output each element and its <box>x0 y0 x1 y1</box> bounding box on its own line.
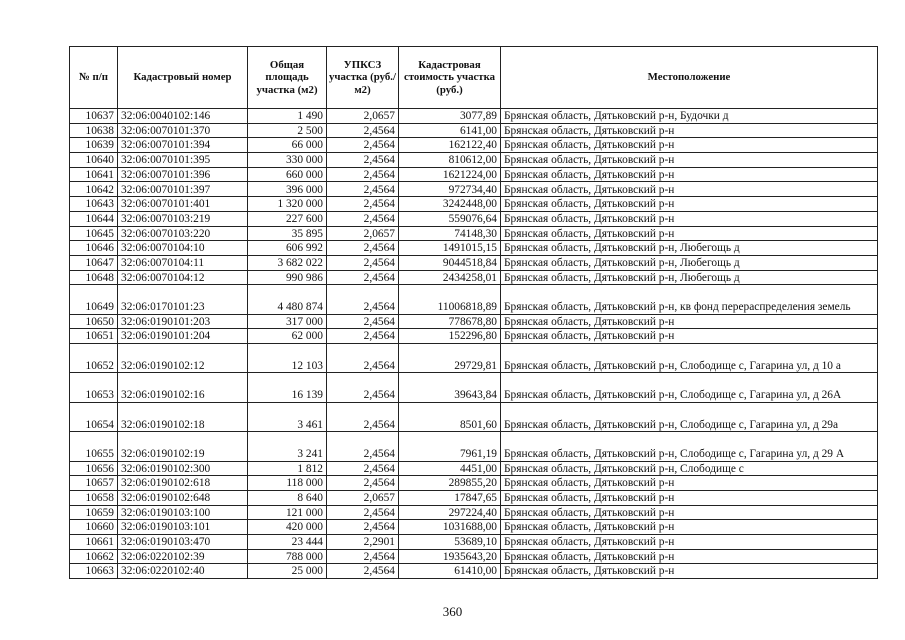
rate-value: 2,4564 <box>327 153 399 168</box>
rate-value: 2,4564 <box>327 270 399 285</box>
area-value: 606 992 <box>248 241 327 256</box>
rate-value: 2,4564 <box>327 182 399 197</box>
row-number: 10659 <box>70 505 118 520</box>
area-value: 35 895 <box>248 226 327 241</box>
area-value: 62 000 <box>248 329 327 344</box>
table-row <box>70 241 878 256</box>
area-value: 3 461 <box>248 402 327 431</box>
rate-value: 2,4564 <box>327 520 399 535</box>
row-number: 10649 <box>70 285 118 314</box>
row-number: 10661 <box>70 535 118 550</box>
rate-value: 2,4564 <box>327 211 399 226</box>
area-value: 227 600 <box>248 211 327 226</box>
cadastral-number: 32:06:0070104:12 <box>118 270 248 285</box>
cadastral-cost: 4451,00 <box>399 461 501 476</box>
cadastral-number: 32:06:0070101:394 <box>118 138 248 153</box>
row-number: 10651 <box>70 329 118 344</box>
rate-value: 2,4564 <box>327 402 399 431</box>
table-header-row <box>70 47 878 109</box>
rate-value: 2,4564 <box>327 549 399 564</box>
table-row <box>70 197 878 212</box>
cadastral-cost: 1031688,00 <box>399 520 501 535</box>
row-number: 10650 <box>70 314 118 329</box>
table-row <box>70 373 878 402</box>
location-text: Брянская область, Дятьковский р-н <box>501 476 878 491</box>
cadastral-cost: 6141,00 <box>399 123 501 138</box>
area-value: 66 000 <box>248 138 327 153</box>
cadastral-cost: 7961,19 <box>399 432 501 461</box>
area-value: 25 000 <box>248 564 327 579</box>
table-row <box>70 182 878 197</box>
table-row <box>70 109 878 124</box>
cadastral-cost: 289855,20 <box>399 476 501 491</box>
table-row <box>70 329 878 344</box>
area-value: 990 986 <box>248 270 327 285</box>
cadastral-cost: 11006818,89 <box>399 285 501 314</box>
area-value: 121 000 <box>248 505 327 520</box>
row-number: 10646 <box>70 241 118 256</box>
location-text: Брянская область, Дятьковский р-н <box>501 520 878 535</box>
rate-value: 2,4564 <box>327 476 399 491</box>
row-number: 10660 <box>70 520 118 535</box>
cadastral-cost: 2434258,01 <box>399 270 501 285</box>
cadastral-cost: 9044518,84 <box>399 255 501 270</box>
cadastral-number: 32:06:0070101:401 <box>118 197 248 212</box>
table-row <box>70 535 878 550</box>
table-row <box>70 549 878 564</box>
cadastral-cost: 39643,84 <box>399 373 501 402</box>
cadastral-cost: 778678,80 <box>399 314 501 329</box>
location-text: Брянская область, Дятьковский р-н, Слободище с, Гагарина ул, д 10 а <box>501 344 878 373</box>
row-number: 10644 <box>70 211 118 226</box>
rate-value: 2,4564 <box>327 197 399 212</box>
cadastral-cost: 810612,00 <box>399 153 501 168</box>
cadastral-cost: 74148,30 <box>399 226 501 241</box>
rate-value: 2,4564 <box>327 255 399 270</box>
location-text: Брянская область, Дятьковский р-н, Любегощь д <box>501 241 878 256</box>
header-cadastral-number: Кадастровый номер <box>118 47 248 109</box>
cadastral-number: 32:06:0070104:11 <box>118 255 248 270</box>
area-value: 3 682 022 <box>248 255 327 270</box>
area-value: 1 490 <box>248 109 327 124</box>
area-value: 420 000 <box>248 520 327 535</box>
rate-value: 2,4564 <box>327 564 399 579</box>
cadastral-number: 32:06:0190101:204 <box>118 329 248 344</box>
row-number: 10641 <box>70 167 118 182</box>
cadastral-number: 32:06:0190102:648 <box>118 490 248 505</box>
cadastral-number: 32:06:0070101:397 <box>118 182 248 197</box>
header-num: № п/п <box>70 47 118 109</box>
cadastral-number: 32:06:0070103:220 <box>118 226 248 241</box>
rate-value: 2,4564 <box>327 461 399 476</box>
location-text: Брянская область, Дятьковский р-н <box>501 314 878 329</box>
area-value: 317 000 <box>248 314 327 329</box>
cadastral-cost: 17847,65 <box>399 490 501 505</box>
cadastral-number: 32:06:0190102:618 <box>118 476 248 491</box>
page-number: 360 <box>442 604 463 619</box>
rate-value: 2,4564 <box>327 344 399 373</box>
header-rate: УПКСЗ участка (руб./м2) <box>327 47 399 109</box>
location-text: Брянская область, Дятьковский р-н, Слободище с, Гагарина ул, д 26А <box>501 373 878 402</box>
row-number: 10639 <box>70 138 118 153</box>
rate-value: 2,4564 <box>327 241 399 256</box>
row-number: 10637 <box>70 109 118 124</box>
cadastral-number: 32:06:0220102:39 <box>118 549 248 564</box>
cadastral-cost: 3242448,00 <box>399 197 501 212</box>
cadastral-number: 32:06:0070103:219 <box>118 211 248 226</box>
location-text: Брянская область, Дятьковский р-н <box>501 123 878 138</box>
header-cadastral-cost: Кадастровая стоимость участка (руб.) <box>399 47 501 109</box>
area-value: 3 241 <box>248 432 327 461</box>
row-number: 10652 <box>70 344 118 373</box>
table-row <box>70 153 878 168</box>
row-number: 10653 <box>70 373 118 402</box>
area-value: 2 500 <box>248 123 327 138</box>
rate-value: 2,2901 <box>327 535 399 550</box>
header-location: Местоположение <box>501 47 878 109</box>
table-row <box>70 211 878 226</box>
table-row <box>70 476 878 491</box>
row-number: 10656 <box>70 461 118 476</box>
location-text: Брянская область, Дятьковский р-н <box>501 329 878 344</box>
area-value: 118 000 <box>248 476 327 491</box>
rate-value: 2,4564 <box>327 432 399 461</box>
cadastral-number: 32:06:0190102:18 <box>118 402 248 431</box>
row-number: 10645 <box>70 226 118 241</box>
table-row <box>70 314 878 329</box>
row-number: 10662 <box>70 549 118 564</box>
table-row <box>70 167 878 182</box>
area-value: 4 480 874 <box>248 285 327 314</box>
cadastral-cost: 8501,60 <box>399 402 501 431</box>
area-value: 1 320 000 <box>248 197 327 212</box>
cadastral-number: 32:06:0190102:19 <box>118 432 248 461</box>
area-value: 16 139 <box>248 373 327 402</box>
cadastral-cost: 61410,00 <box>399 564 501 579</box>
cadastral-cost: 162122,40 <box>399 138 501 153</box>
cadastral-cost: 29729,81 <box>399 344 501 373</box>
rate-value: 2,4564 <box>327 505 399 520</box>
row-number: 10643 <box>70 197 118 212</box>
cadastral-cost: 297224,40 <box>399 505 501 520</box>
row-number: 10654 <box>70 402 118 431</box>
cadastral-number: 32:06:0070101:370 <box>118 123 248 138</box>
area-value: 12 103 <box>248 344 327 373</box>
table-row <box>70 520 878 535</box>
location-text: Брянская область, Дятьковский р-н <box>501 549 878 564</box>
rate-value: 2,4564 <box>327 314 399 329</box>
location-text: Брянская область, Дятьковский р-н <box>501 197 878 212</box>
cadastral-cost: 1935643,20 <box>399 549 501 564</box>
row-number: 10647 <box>70 255 118 270</box>
location-text: Брянская область, Дятьковский р-н, Слободище с, Гагарина ул, д 29 А <box>501 432 878 461</box>
location-text: Брянская область, Дятьковский р-н <box>501 153 878 168</box>
area-value: 396 000 <box>248 182 327 197</box>
cadastral-number: 32:06:0190102:12 <box>118 344 248 373</box>
location-text: Брянская область, Дятьковский р-н <box>501 226 878 241</box>
row-number: 10638 <box>70 123 118 138</box>
header-area: Общая площадь участка (м2) <box>248 47 327 109</box>
area-value: 788 000 <box>248 549 327 564</box>
cadastral-number: 32:06:0190103:100 <box>118 505 248 520</box>
location-text: Брянская область, Дятьковский р-н, Слободище с, Гагарина ул, д 29а <box>501 402 878 431</box>
row-number: 10657 <box>70 476 118 491</box>
cadastral-number: 32:06:0190102:16 <box>118 373 248 402</box>
rate-value: 2,4564 <box>327 138 399 153</box>
area-value: 660 000 <box>248 167 327 182</box>
location-text: Брянская область, Дятьковский р-н <box>501 211 878 226</box>
area-value: 1 812 <box>248 461 327 476</box>
cadastral-value-table <box>69 46 878 579</box>
cadastral-number: 32:06:0190101:203 <box>118 314 248 329</box>
table-row <box>70 505 878 520</box>
cadastral-cost: 1491015,15 <box>399 241 501 256</box>
cadastral-number: 32:06:0070104:10 <box>118 241 248 256</box>
row-number: 10648 <box>70 270 118 285</box>
rate-value: 2,0657 <box>327 490 399 505</box>
row-number: 10663 <box>70 564 118 579</box>
rate-value: 2,0657 <box>327 226 399 241</box>
table-row <box>70 226 878 241</box>
cadastral-cost: 559076,64 <box>399 211 501 226</box>
location-text: Брянская область, Дятьковский р-н, Будочки д <box>501 109 878 124</box>
row-number: 10658 <box>70 490 118 505</box>
location-text: Брянская область, Дятьковский р-н, Любегощь д <box>501 270 878 285</box>
location-text: Брянская область, Дятьковский р-н, Слободище с <box>501 461 878 476</box>
cadastral-cost: 972734,40 <box>399 182 501 197</box>
rate-value: 2,4564 <box>327 329 399 344</box>
table-row <box>70 285 878 314</box>
cadastral-cost: 53689,10 <box>399 535 501 550</box>
rate-value: 2,4564 <box>327 373 399 402</box>
table-row <box>70 344 878 373</box>
cadastral-number: 32:06:0070101:396 <box>118 167 248 182</box>
cadastral-number: 32:06:0220102:40 <box>118 564 248 579</box>
location-text: Брянская область, Дятьковский р-н <box>501 505 878 520</box>
table-row <box>70 461 878 476</box>
table-row <box>70 490 878 505</box>
table-row <box>70 270 878 285</box>
table-row <box>70 138 878 153</box>
location-text: Брянская область, Дятьковский р-н <box>501 535 878 550</box>
area-value: 330 000 <box>248 153 327 168</box>
location-text: Брянская область, Дятьковский р-н <box>501 564 878 579</box>
table-row <box>70 123 878 138</box>
cadastral-number: 32:06:0190103:470 <box>118 535 248 550</box>
rate-value: 2,0657 <box>327 109 399 124</box>
location-text: Брянская область, Дятьковский р-н <box>501 167 878 182</box>
area-value: 23 444 <box>248 535 327 550</box>
row-number: 10642 <box>70 182 118 197</box>
cadastral-cost: 3077,89 <box>399 109 501 124</box>
row-number: 10655 <box>70 432 118 461</box>
table-row <box>70 402 878 431</box>
cadastral-number: 32:06:0190102:300 <box>118 461 248 476</box>
location-text: Брянская область, Дятьковский р-н, кв фонд перераспределения земель <box>501 285 878 314</box>
location-text: Брянская область, Дятьковский р-н <box>501 490 878 505</box>
cadastral-number: 32:06:0170101:23 <box>118 285 248 314</box>
rate-value: 2,4564 <box>327 167 399 182</box>
cadastral-cost: 152296,80 <box>399 329 501 344</box>
table-row <box>70 255 878 270</box>
cadastral-number: 32:06:0190103:101 <box>118 520 248 535</box>
rate-value: 2,4564 <box>327 123 399 138</box>
cadastral-cost: 1621224,00 <box>399 167 501 182</box>
cadastral-number: 32:06:0040102:146 <box>118 109 248 124</box>
cadastral-number: 32:06:0070101:395 <box>118 153 248 168</box>
location-text: Брянская область, Дятьковский р-н <box>501 182 878 197</box>
table-row <box>70 432 878 461</box>
table-row <box>70 564 878 579</box>
row-number: 10640 <box>70 153 118 168</box>
rate-value: 2,4564 <box>327 285 399 314</box>
location-text: Брянская область, Дятьковский р-н <box>501 138 878 153</box>
location-text: Брянская область, Дятьковский р-н, Любегощь д <box>501 255 878 270</box>
area-value: 8 640 <box>248 490 327 505</box>
